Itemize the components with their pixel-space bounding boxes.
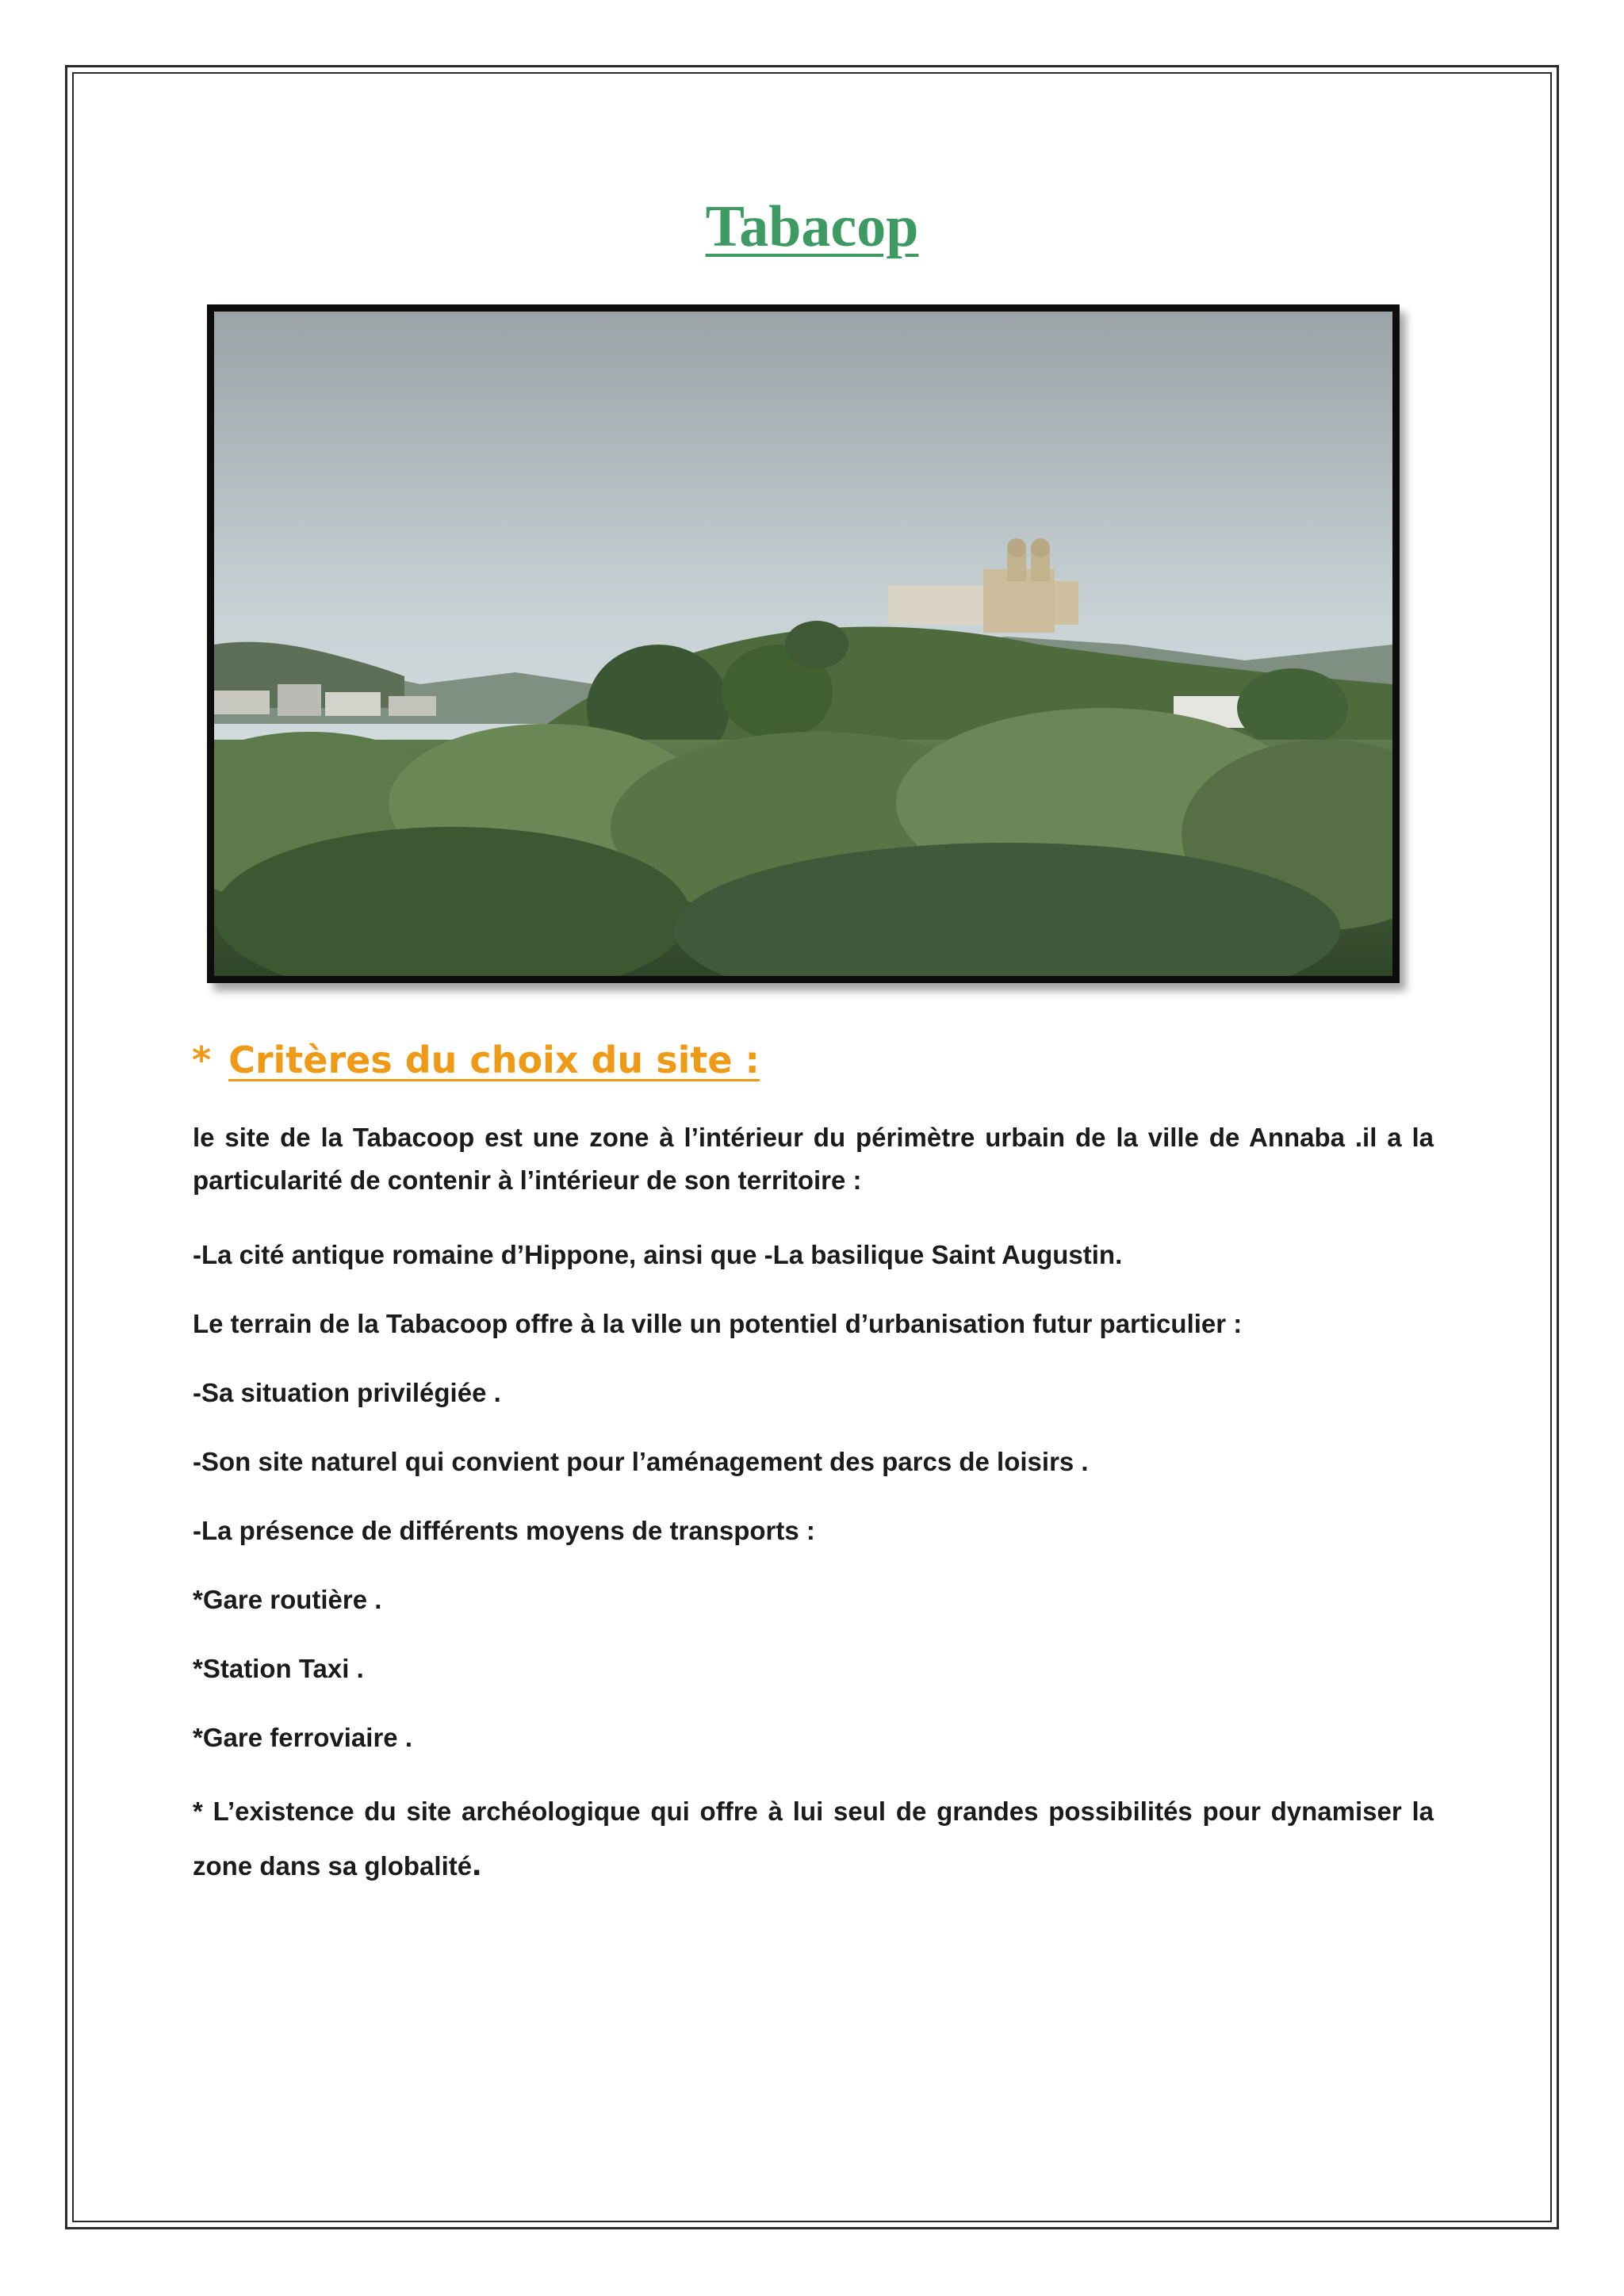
paragraph-final-period: . bbox=[472, 1844, 482, 1883]
list-item-gare-routiere: *Gare routière . bbox=[193, 1585, 382, 1614]
list-item-transports: -La présence de différents moyens de transports : bbox=[193, 1516, 815, 1545]
page-title: Tabacop bbox=[705, 194, 919, 259]
site-photo bbox=[207, 304, 1400, 983]
paragraph-terrain: Le terrain de la Tabacoop offre à la ville un potentiel d’urbanisation futur particulier : bbox=[193, 1309, 1243, 1338]
paragraph-hippone: -La cité antique romaine d’Hippone, ainsi que -La basilique Saint Augustin. bbox=[193, 1240, 1123, 1269]
section-heading bbox=[192, 1039, 760, 1081]
list-item-station-taxi: *Station Taxi . bbox=[193, 1654, 364, 1683]
list-item-situation: -Sa situation privilégiée . bbox=[193, 1378, 501, 1407]
paragraph-archeologique bbox=[193, 1785, 1434, 1892]
heading-bullet: * bbox=[192, 1039, 212, 1081]
heading-text: Critères du choix du site : bbox=[228, 1039, 760, 1081]
list-item-gare-ferroviaire: *Gare ferroviaire . bbox=[193, 1723, 412, 1752]
paragraph-intro: le site de la Tabacoop est une zone à l’intérieur du périmètre urbain de la ville de Annaba .il a la particularité de contenir à l’intérieur de son territoire : bbox=[193, 1123, 1434, 1195]
paragraph-archeologique-text: * L’existence du site archéologique qui offre à lui seul de grandes possibilités pour dynamiser la zone dans sa globalité bbox=[193, 1797, 1434, 1881]
list-item-site-naturel: -Son site naturel qui convient pour l’aménagement des parcs de loisirs . bbox=[193, 1447, 1089, 1476]
landscape-photo-icon bbox=[214, 312, 1392, 976]
